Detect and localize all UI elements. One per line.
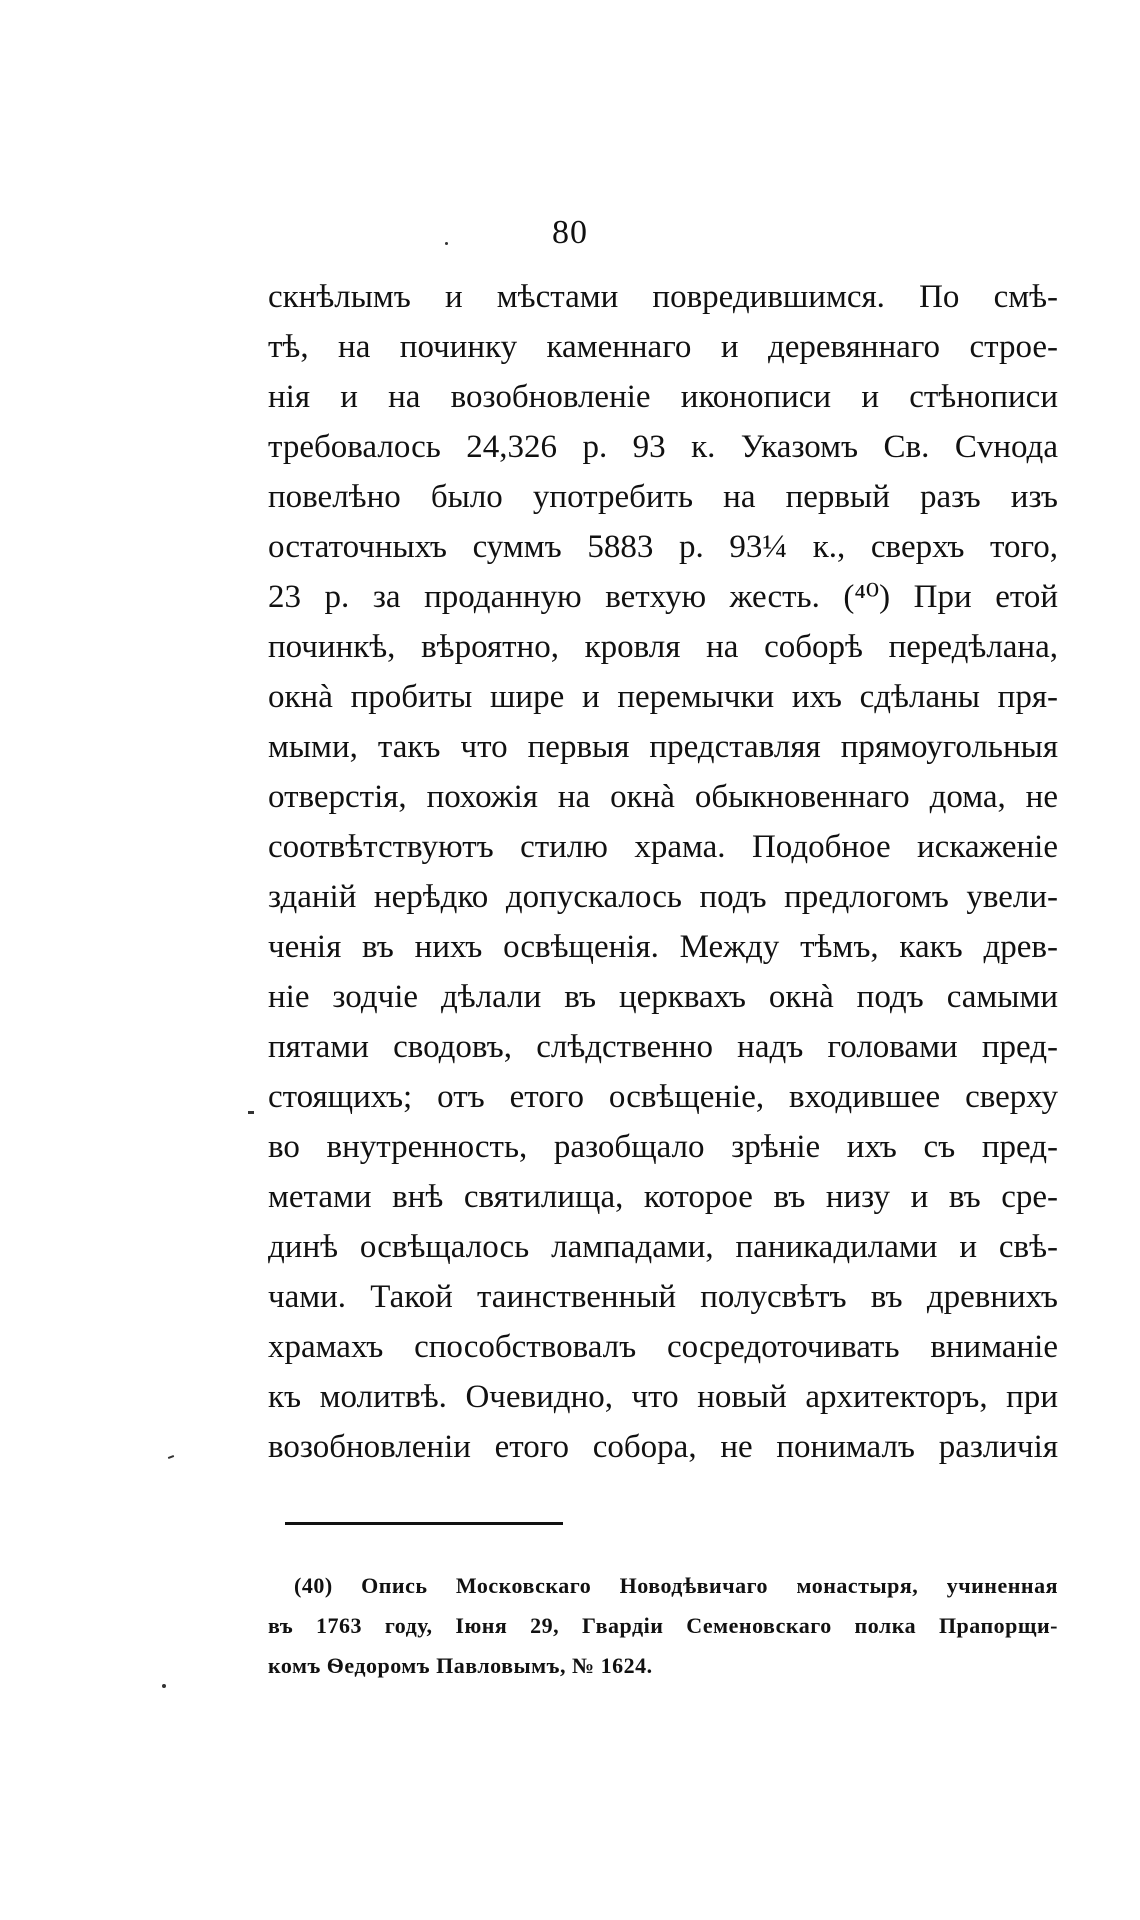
text-line: тѣ, на починку каменнаго и деревяннаго строе-: [268, 329, 1058, 365]
text-line: нія и на возобновленіе иконописи и стѣнописи: [268, 379, 1058, 415]
print-speck: [168, 1455, 174, 1459]
text-line: храмахъ способствовалъ сосредоточивать вниманіе: [268, 1329, 1058, 1365]
print-speck: [445, 242, 448, 245]
text-line: стоящихъ; отъ етого освѣщеніе, входившее сверху: [268, 1079, 1058, 1115]
page-number: 80: [552, 214, 588, 251]
footnote-divider: [285, 1522, 563, 1525]
text-line: зданій нерѣдко допускалось подъ предлогомъ увели-: [268, 879, 1058, 915]
print-speck: [248, 1111, 254, 1114]
text-line: къ молитвѣ. Очевидно, что новый архитекторъ, при: [268, 1379, 1058, 1415]
text-line: ченія въ нихъ освѣщенія. Между тѣмъ, какъ древ-: [268, 929, 1058, 965]
text-line: починкѣ, вѣроятно, кровля на соборѣ передѣлана,: [268, 629, 1058, 665]
text-line: скнѣлымъ и мѣстами повредившимся. По смѣ-: [268, 279, 1058, 315]
main-text: [268, 272, 1058, 1472]
text-line: метами внѣ святилища, которое въ низу и въ сре-: [268, 1179, 1058, 1215]
text-line: во внутренность, разобщало зрѣніе ихъ съ пред-: [268, 1129, 1058, 1165]
text-line: 23 р. за проданную ветхую жесть. (⁴⁰) При етой: [268, 579, 1058, 615]
text-line: динѣ освѣщалось лампадами, паникадилами и свѣ-: [268, 1229, 1058, 1265]
text-line: требовалось 24,326 р. 93 к. Указомъ Св. Сvнода: [268, 429, 1058, 465]
text-line: пятами сводовъ, слѣдственно надъ головами пред-: [268, 1029, 1058, 1065]
text-line: ніе зодчіе дѣлали въ церквахъ окнà подъ самыми: [268, 979, 1058, 1015]
text-line: возобновленіи етого собора, не понималъ различія: [268, 1429, 1058, 1465]
footnote: [268, 1566, 1058, 1686]
footnote-line: въ 1763 году, Іюня 29, Гвардіи Семеновскаго полка Прапорщи-: [268, 1613, 1058, 1638]
text-line: остаточныхъ суммъ 5883 р. 93¼ к., сверхъ того,: [268, 529, 1058, 565]
text-line: окнà пробиты шире и перемычки ихъ сдѣланы пря-: [268, 679, 1058, 715]
text-line: мыми, такъ что первыя представляя прямоугольныя: [268, 729, 1058, 765]
print-speck: [162, 1684, 166, 1688]
text-line: чами. Такой таинственный полусвѣтъ въ древнихъ: [268, 1279, 1058, 1315]
text-line: отверстія, похожія на окнà обыкновеннаго дома, не: [268, 779, 1058, 815]
text-line: повелѣно было употребить на первый разъ изъ: [268, 479, 1058, 515]
text-line: соотвѣтствуютъ стилю храма. Подобное искаженіе: [268, 829, 1058, 865]
footnote-line: комъ Ѳедоромъ Павловымъ, № 1624.: [268, 1653, 653, 1678]
footnote-line: (40) Опись Московскаго Новодѣвичаго монастыря, учиненная: [294, 1573, 1058, 1598]
